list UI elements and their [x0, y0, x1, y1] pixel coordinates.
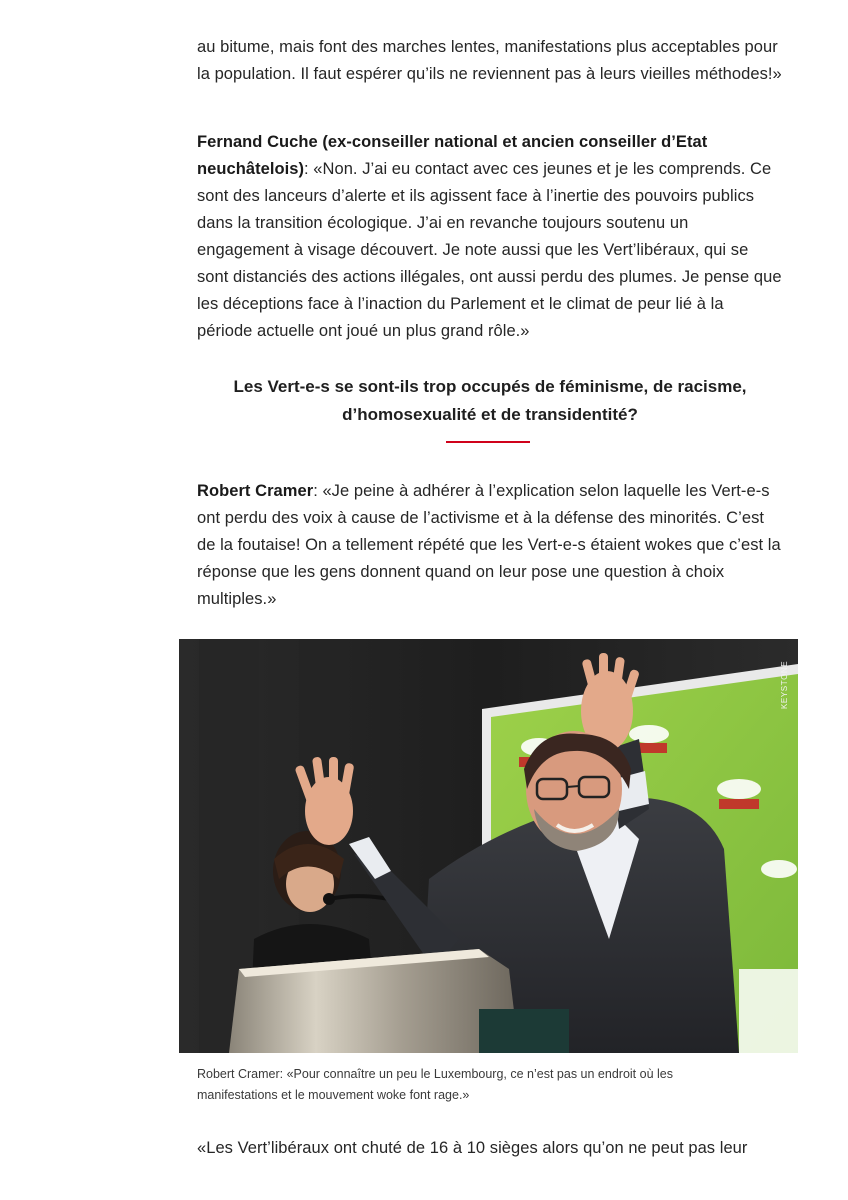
quote-text: : «Non. J’ai eu contact avec ces jeunes et je les comprends. Ce sont des lanceurs d’alerte et ils agissent face à l’inertie des pouvoirs publics dans la transition écologique. J’ai en revanche toujours soutenu un engagement à visage découvert. Je note aussi que les Vert’libéraux, qui se sont distanciés des actions illégales, ont aussi perdu des plumes. Je pense que les déceptions face à l’inaction du Parlement et le climat de peur lié à la période actuelle ont joué un plus grand rôle.»: [197, 160, 782, 340]
quote-cuche: [197, 129, 783, 345]
quote-cramer: [197, 478, 783, 613]
quote-text: : «Je peine à adhérer à l’explication selon laquelle les Vert-e-s ont perdu des voix à cause de l’activisme et à la défense des minorités. C’est de la foutaise! On a tellement répété que les Vert-e-s étaient wokes que c’est la réponse que les gens donnent quand on leur pose une question à choix multiples.»: [197, 482, 781, 608]
article-photo: [179, 639, 798, 1053]
section-question-heading: Les Vert-e-s se sont-ils trop occupés de féminisme, de racisme, d’homosexualité et de transidentité?: [233, 377, 747, 424]
paragraph-next: «Les Vert’libéraux ont chuté de 16 à 10 sièges alors qu’on ne peut pas leur: [197, 1139, 748, 1157]
photo-caption: Robert Cramer: «Pour connaître un peu le Luxembourg, ce n’est pas un endroit où les manifestations et le mouvement woke font rage.»: [197, 1067, 673, 1102]
photo-illustration: [179, 639, 798, 1053]
speaker-name: Robert Cramer: [197, 482, 314, 500]
heading-accent-rule: [446, 441, 530, 443]
speaker-name: Fernand Cuche (ex-conseiller national et ancien conseiller d’Etat neuchâtelois): [197, 133, 708, 178]
photo-credit: KEYSTONE: [780, 660, 789, 709]
paragraph-continuation: au bitume, mais font des marches lentes, manifestations plus acceptables pour la population. Il faut espérer qu’ils ne reviennent pas à leurs vieilles méthodes!»: [197, 38, 782, 83]
